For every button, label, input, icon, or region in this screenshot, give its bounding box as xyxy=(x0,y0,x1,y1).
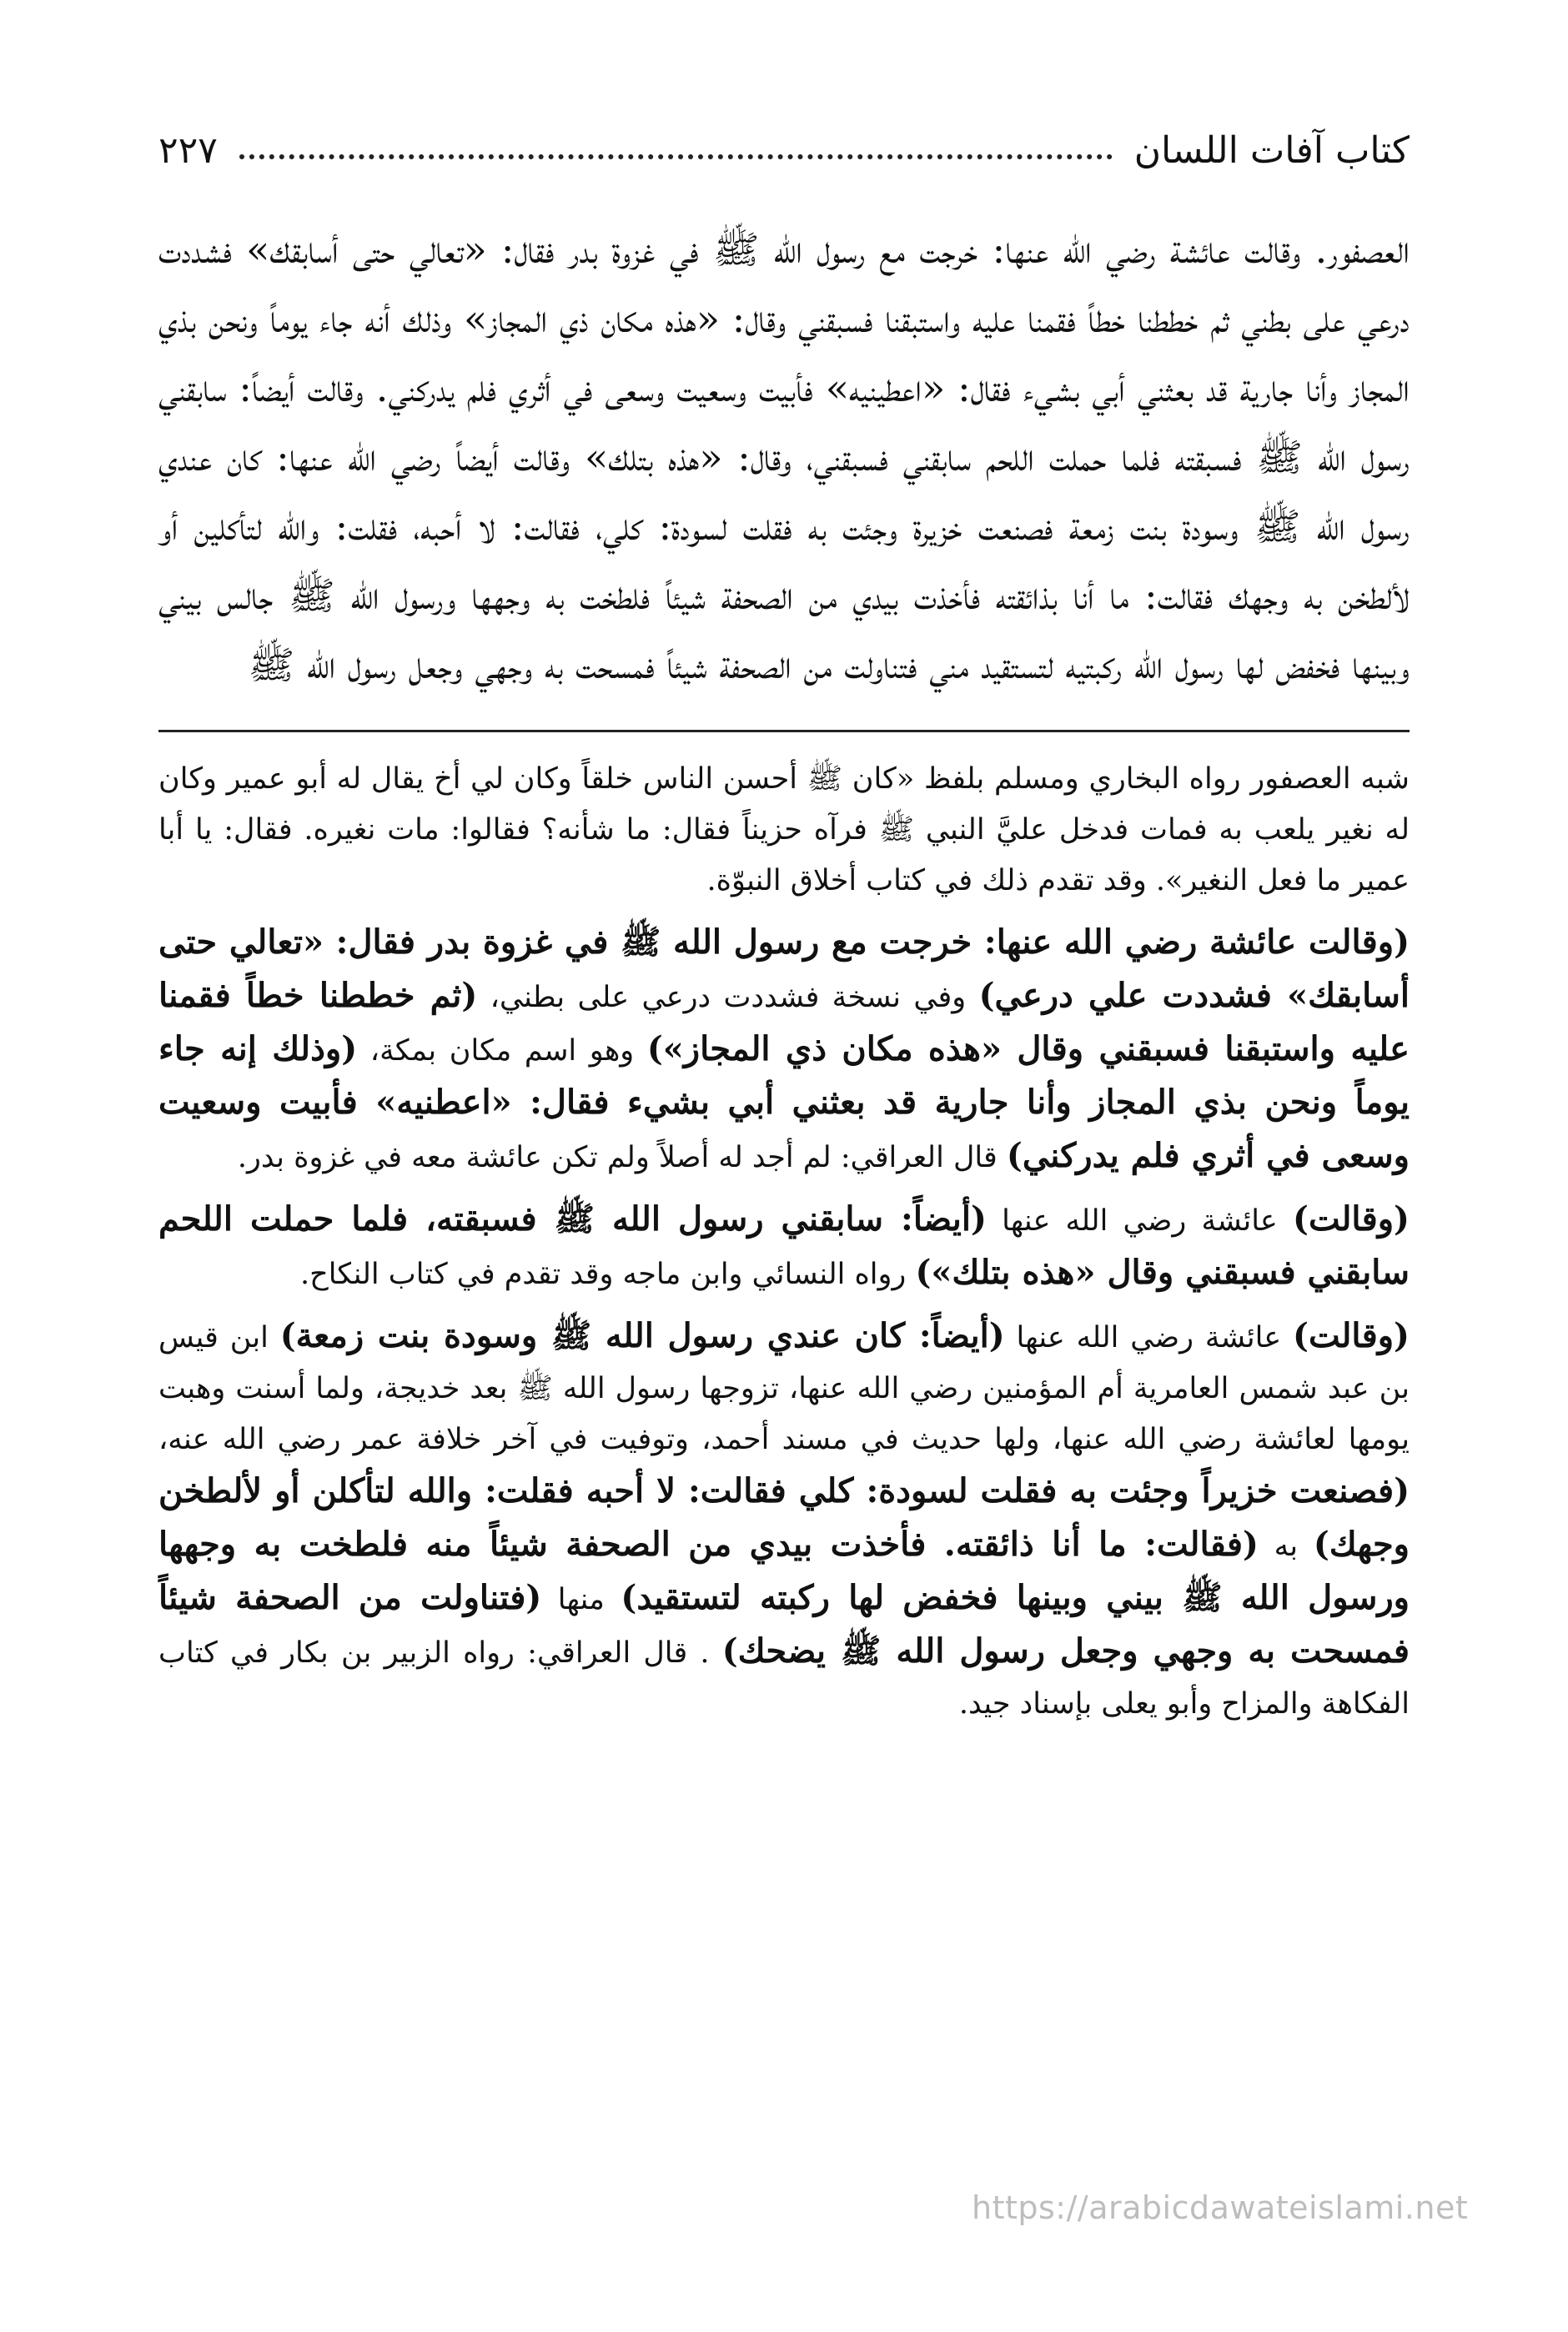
quoted-text: (وقالت) xyxy=(1293,1316,1410,1355)
commentary-block xyxy=(158,754,1410,1730)
quoted-text: (فصنعت خزيراً وجئت به فقلت لسودة: كلي فقالت: لا أحبه فقلت: والله لتأكلن أو لألطخن وجهك) xyxy=(158,1471,1410,1564)
commentary-text: عائشة رضي الله عنها xyxy=(1002,1204,1278,1238)
commentary-text: قال العراقي: لم أجد له أصلاً ولم تكن عائشة معه في غزوة بدر. xyxy=(237,1141,998,1174)
commentary-text: به xyxy=(1274,1530,1299,1563)
commentary-text: . قال العراقي: رواه الزبير بن بكار في كتاب الفكاهة والمزاح وأبو يعلى بإسناد جيد. xyxy=(158,1636,1410,1721)
quoted-text: (أيضاً: كان عندي رسول الله ﷺ وسودة بنت زمعة) xyxy=(279,1316,1005,1355)
commentary-text: رواه النسائي وابن ماجه وقد تقدم في كتاب النكاح. xyxy=(299,1258,907,1291)
page-header xyxy=(158,117,1410,183)
footnote-separator xyxy=(158,730,1410,732)
quoted-text: (فتناولت من الصحفة شيئاً فمسحت به وجهي وجعل رسول الله ﷺ يضحك) xyxy=(158,1578,1410,1671)
main-text-block xyxy=(158,215,1410,700)
commentary-paragraph-3 xyxy=(158,1194,1410,1300)
page-number: ٢٢٧ xyxy=(158,128,218,172)
commentary-text: وفي نسخة فشددت درعي على بطني، xyxy=(490,981,967,1014)
commentary-paragraph-2 xyxy=(158,917,1410,1184)
website-watermark: https://arabicdawateislami.net xyxy=(972,2189,1469,2226)
quoted-text: (فقالت: ما أنا ذائقته. فأخذت بيدي من الصحفة شيئاً منه فلطخت به وجهها ورسول الله ﷺ بيني وبينها فخفض لها ركبته لتستقيد) xyxy=(158,1525,1410,1617)
main-paragraph: العصفور. وقالت عائشة رضي الله عنها: خرجت مع رسول الله ﷺ في غزوة بدر فقال: «تعالي حتى أسابقك» فشددت درعي على بطني ثم خططنا خطاً فقمنا عليه واستبقنا فسبقني وقال: «هذه مكان ذي المجاز» وذلك أنه جاء يوماً ونحن بذي المجاز وأنا جارية قد بعثني أبي بشيء فقال: «اعطينيه» فأبيت وسعيت وسعى في أثري فلم يدركني. وقالت أيضاً: سابقني رسول الله ﷺ فسبقته فلما حملت اللحم سابقني فسبقني، وقال: «هذه بتلك» وقالت أيضاً رضي الله عنها: كان عندي رسول الله ﷺ وسودة بنت زمعة فصنعت خزيرة وجئت به فقلت لسودة: كلي، فقالت: لا أحبه، فقلت: والله لتأكلين أو لألطخن به وجهك فقالت: ما أنا بذائقته فأخذت بيدي من الصحفة شيئاً فلطخت به وجهها ورسول الله ﷺ جالس بيني وبينها فخفض لها رسول الله ركبتيه لتستقيد مني فتناولت من الصحفة شيئاً فمسحت به وجهي وجعل رسول الله ﷺ xyxy=(158,227,1410,687)
header-dotted-leader xyxy=(239,154,1113,159)
book-page xyxy=(158,117,1410,2252)
quoted-text: (أيضاً: سابقني رسول الله ﷺ فسبقته، فلما حملت اللحم سابقني فسبقني وقال «هذه بتلك») xyxy=(158,1199,1410,1292)
book-title: كتاب آفات اللسان xyxy=(1133,128,1410,172)
quoted-text: (ثم خططنا خطاً فقمنا عليه واستبقنا فسبقني وقال «هذه مكان ذي المجاز») xyxy=(158,976,1410,1068)
quoted-text: (وذلك إنه جاء يوماً ونحن بذي المجاز وأنا جارية قد بعثني أبي بشيء فقال: «اعطنيه» فأبيت وسعيت وسعى في أثري فلم يدركني) xyxy=(158,1029,1410,1175)
commentary-paragraph-4 xyxy=(158,1310,1410,1730)
quoted-text: (وقالت) xyxy=(1293,1199,1410,1239)
commentary-text: عائشة رضي الله عنها xyxy=(1016,1321,1282,1354)
commentary-text: وهو اسم مكان بمكة، xyxy=(369,1034,635,1068)
quoted-text: (وقالت عائشة رضي الله عنها: خرجت مع رسول الله ﷺ في غزوة بدر فقال: «تعالي حتى أسابقك» فشددت علي درعي) xyxy=(158,922,1410,1015)
commentary-text: منها xyxy=(557,1583,605,1616)
commentary-text: ابن قيس بن عبد شمس العامرية أم المؤمنين رضي الله عنها، تزوجها رسول الله ﷺ بعد خديجة، ولما أسنت وهبت يومها لعائشة رضي الله عنها، ولها حديث في مسند أحمد، وتوفيت في آخر خلافة عمر رضي الله عنه، xyxy=(158,1321,1410,1456)
commentary-note-1: شبه العصفور رواه البخاري ومسلم بلفظ «كان ﷺ أحسن الناس خلقاً وكان لي أخ يقال له أبو عمير وكان له نغير يلعب به فمات فدخل عليَّ النبي ﷺ فرآه حزيناً فقال: ما شأنه؟ فقالوا: مات نغيره. فقال: يا أبا عمير ما فعل النغير». وقد تقدم ذلك في كتاب أخلاق النبوّة. xyxy=(158,762,1410,897)
